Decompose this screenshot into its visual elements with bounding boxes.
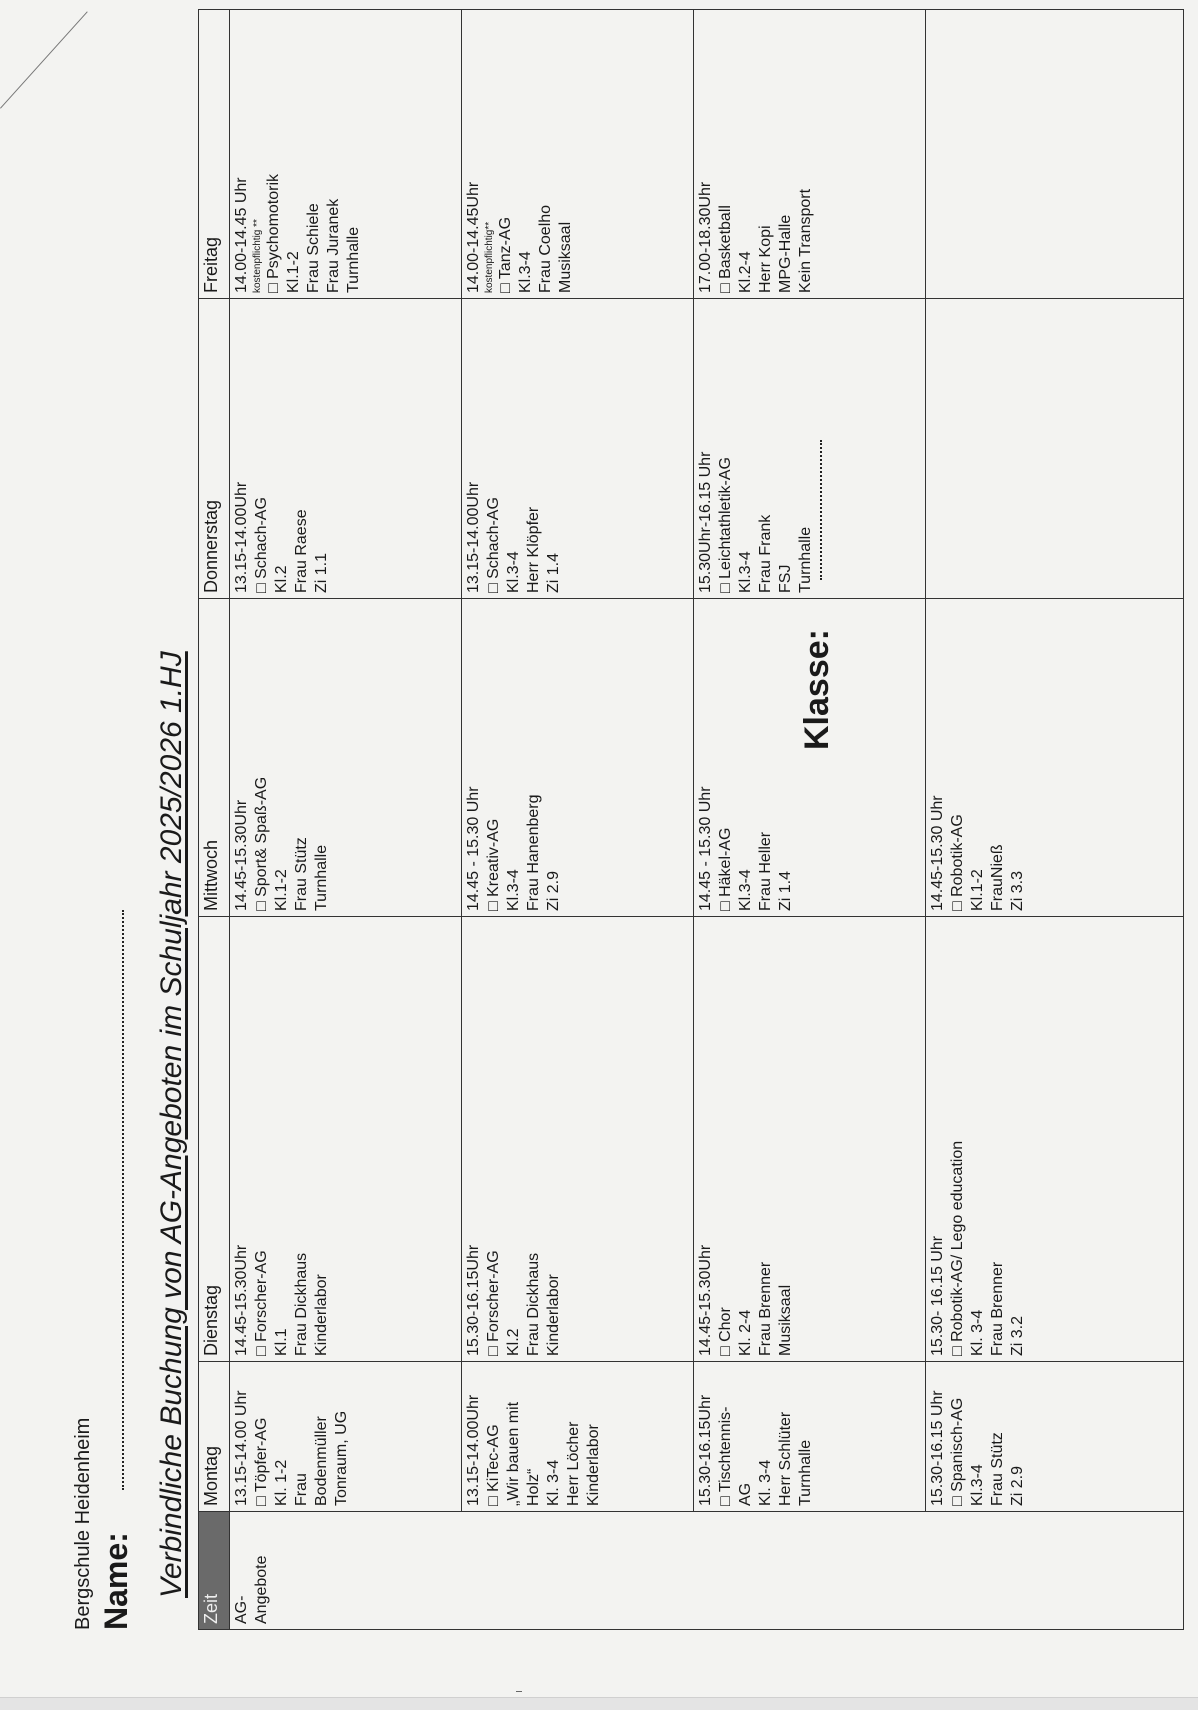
cell-text: 15.30-16.15Uhr <box>465 1244 482 1356</box>
cell-text: Frau Raese <box>293 509 310 593</box>
cell-text: Turnhalle <box>313 844 330 911</box>
cell-text: 14.45-15.30Uhr <box>233 1244 250 1356</box>
schedule-cell <box>462 1362 694 1512</box>
cell-text: Kl.3-4 <box>505 869 522 911</box>
cell-text: Kl. 3-4 <box>757 1459 774 1506</box>
cell-text: Frau Heller <box>757 831 774 911</box>
cell-text: Kl.2-4 <box>737 251 754 293</box>
document-title: Verbindliche Buchung von AG-Angeboten im Schuljahr 2025/2026 1.HJ <box>155 651 188 1598</box>
schedule-cell <box>694 917 926 1362</box>
cell-text: Kl.3-4 <box>737 869 754 911</box>
cell-text: 13.15-14.00Uhr <box>465 481 482 593</box>
rotated-document-page <box>60 0 1190 1650</box>
cell-text: 17.00-18.30Uhr <box>697 181 714 293</box>
cell-text: Herr Kopi <box>757 225 774 293</box>
name-label: Name: <box>98 1532 134 1630</box>
cell-text: Zi 1.4 <box>777 870 794 911</box>
cell-text: Kl. 3-4 <box>545 1459 562 1506</box>
schedule-cell <box>926 10 1184 299</box>
schedule-cell <box>462 599 694 917</box>
schedule-cell <box>230 1362 462 1512</box>
schedule-cell <box>230 599 462 917</box>
cell-text: Frau Frank <box>757 514 774 593</box>
table-row <box>694 10 926 1630</box>
cell-text: Kl.3-4 <box>969 1464 986 1506</box>
cell-text: 13.15-14.00Uhr <box>233 481 250 593</box>
cell-text: Kl.3-4 <box>505 551 522 593</box>
cell-text: Bodenmüller <box>313 1416 330 1506</box>
cell-text: Musiksaal <box>777 1284 794 1356</box>
cell-text: 14.45-15.30Uhr <box>233 799 250 911</box>
cell-text: Kl.3-4 <box>517 251 534 293</box>
cell-text: Herr Schlüter <box>777 1411 794 1506</box>
cell-text: Kinderlabor <box>585 1424 602 1506</box>
column-header-mittwoch: Mittwoch <box>199 599 230 917</box>
school-name: Bergschule Heidenheim <box>72 1417 94 1630</box>
schedule-cell <box>694 1362 926 1512</box>
ag-checkbox-option[interactable]: □ Schach-AG <box>485 497 502 593</box>
schedule-cell <box>462 917 694 1362</box>
cell-text: „Wir bauen mit <box>505 1401 522 1506</box>
cell-text: Zi 3.3 <box>1009 870 1026 911</box>
cell-text: Kl. 3-4 <box>969 1309 986 1356</box>
cell-text: Turnhalle <box>345 226 362 293</box>
cell-text: Kl.1-2 <box>969 869 986 911</box>
cell-text: Zi 3.2 <box>1009 1315 1026 1356</box>
cell-text: Zi 2.9 <box>1009 1465 1026 1506</box>
ag-checkbox-option[interactable]: □ Robotik-AG <box>949 814 966 911</box>
column-header-freitag: Freitag <box>199 10 230 299</box>
column-header-zeit: Zeit <box>199 1512 230 1630</box>
cell-text: Kl.2 <box>273 565 290 593</box>
cell-text: Frau Juranek <box>325 198 342 293</box>
viewer-bottom-bar <box>0 1697 1198 1710</box>
cell-text: Tonraum, UG <box>333 1410 350 1506</box>
cell-text: Holz“ <box>525 1468 542 1506</box>
cell-text: Turnhalle <box>797 1439 814 1506</box>
cell-text: kostenpflichtig** <box>484 221 495 293</box>
cell-text: 15.30Uhr-16.15 Uhr <box>697 451 714 593</box>
schedule-cell <box>462 10 694 299</box>
cell-text: Frau Dickhaus <box>293 1252 310 1356</box>
cell-text: Zi 1.4 <box>545 552 562 593</box>
cell-text: 13.15-14.00Uhr <box>465 1394 482 1506</box>
schedule-cell <box>926 299 1184 599</box>
table-row <box>926 10 1184 1630</box>
cell-text: 14.00-14.45 Uhr <box>233 177 250 293</box>
cell-text: 15.30-16.15Uhr <box>697 1394 714 1506</box>
ag-checkbox-option[interactable]: □ Spanisch-AG <box>949 1397 966 1506</box>
cell-text: MPG-Halle <box>777 214 794 293</box>
cell-text: Frau Schiele <box>305 203 322 293</box>
ag-checkbox-option[interactable]: □ Robotik-AG/ Lego education <box>949 1140 966 1356</box>
ag-checkbox-option[interactable]: □ Häkel-AG <box>717 827 734 911</box>
cell-text: Frau Stütz <box>989 1432 1006 1506</box>
table-row <box>230 10 462 1630</box>
cell-text: Frau Dickhaus <box>525 1252 542 1356</box>
cell-text: Frau Coelho <box>537 204 554 293</box>
cell-text: 14.45 - 15.30 Uhr <box>697 786 714 911</box>
ag-checkbox-option[interactable]: □ Forscher-AG <box>485 1250 502 1356</box>
ag-checkbox-option[interactable]: □ KiTec-AG <box>485 1424 502 1506</box>
cell-text: Musiksaal <box>557 221 574 293</box>
cell-text: Turnhalle <box>797 526 814 593</box>
schedule-cell <box>462 299 694 599</box>
scroll-indicator <box>516 1691 522 1692</box>
cell-text: Herr Klöpfer <box>525 506 542 593</box>
cell-text: Zi 2.9 <box>545 870 562 911</box>
cell-text: Kl. 2-4 <box>737 1309 754 1356</box>
ag-checkbox-option[interactable]: □ Chor <box>717 1307 734 1356</box>
schedule-cell <box>230 299 462 599</box>
cell-text: FrauNieß <box>989 844 1006 911</box>
schedule-cell <box>694 299 926 599</box>
cell-text: kostenpflichtig ** <box>252 219 263 293</box>
cell-text: 15.30- 16.15 Uhr <box>929 1235 946 1356</box>
cell-text: 13.15-14.00 Uhr <box>233 1390 250 1506</box>
cell-text: Kl.2 <box>505 1328 522 1356</box>
row-label-ag-angebote: AG- Angebote <box>230 1512 1184 1630</box>
cell-text: Frau Brenner <box>757 1261 774 1356</box>
cell-text: 14.00-14.45Uhr <box>465 181 482 293</box>
cell-text: Frau <box>293 1473 310 1506</box>
ag-checkbox-option[interactable]: □ Leichtathletik-AG <box>717 457 734 593</box>
schedule-cell <box>230 917 462 1362</box>
ag-checkbox-option[interactable]: □ Sport& Spaß-AG <box>253 776 270 911</box>
schedule-cell <box>230 10 462 299</box>
column-header-montag: Montag <box>199 1362 230 1512</box>
cell-text: Frau Hanenberg <box>525 794 542 911</box>
cell-text: Herr Löcher <box>565 1421 582 1506</box>
ag-checkbox-option[interactable]: □ Forscher-AG <box>253 1250 270 1356</box>
ag-checkbox-option[interactable]: □ Schach-AG <box>253 497 270 593</box>
schedule-cell <box>926 917 1184 1362</box>
column-header-donnerstag: Donnerstag <box>199 299 230 599</box>
cell-text: Kl.1-2 <box>273 869 290 911</box>
ag-checkbox-option[interactable]: □ Töpfer-AG <box>253 1417 270 1506</box>
klasse-label: Klasse: <box>798 629 836 750</box>
cell-text: FSJ <box>777 564 794 593</box>
cell-text: Kl.3-4 <box>737 551 754 593</box>
table-row <box>462 10 694 1630</box>
cell-text: 14.45 - 15.30 Uhr <box>465 786 482 911</box>
cell-text: 14.45-15.30Uhr <box>697 1244 714 1356</box>
name-field[interactable] <box>108 910 124 1490</box>
table-header-row <box>199 10 230 1630</box>
cell-text: Kein Transport <box>797 188 814 293</box>
schedule-cell <box>926 1362 1184 1512</box>
ag-checkbox-option[interactable]: □ Kreativ-AG <box>485 818 502 911</box>
ag-checkbox-option[interactable]: □ Tanz-AG <box>497 216 514 293</box>
ag-checkbox-option[interactable]: □ Basketball <box>717 205 734 293</box>
cell-text: 15.30-16.15 Uhr <box>929 1390 946 1506</box>
schedule-cell <box>694 10 926 299</box>
cell-text: Kl. 1-2 <box>273 1459 290 1506</box>
cell-text: Kl.1-2 <box>285 251 302 293</box>
cell-text: Kinderlabor <box>313 1274 330 1356</box>
cell-text: Kl.1 <box>273 1328 290 1356</box>
ag-checkbox-option[interactable]: □ Tischtennis- <box>717 1406 734 1506</box>
ag-checkbox-option[interactable]: □ Psychomotorik <box>265 173 282 293</box>
column-header-dienstag: Dienstag <box>199 917 230 1362</box>
cell-text: Kinderlabor <box>545 1274 562 1356</box>
cell-text: Frau Stütz <box>293 837 310 911</box>
schedule-cell <box>694 599 926 917</box>
ag-schedule-table <box>198 9 1184 1630</box>
cell-text: Zi 1.1 <box>313 552 330 593</box>
schedule-cell <box>926 599 1184 917</box>
cell-text: AG <box>737 1482 754 1506</box>
cell-text: Frau Brenner <box>989 1261 1006 1356</box>
cell-text: 14.45-15.30 Uhr <box>929 795 946 911</box>
